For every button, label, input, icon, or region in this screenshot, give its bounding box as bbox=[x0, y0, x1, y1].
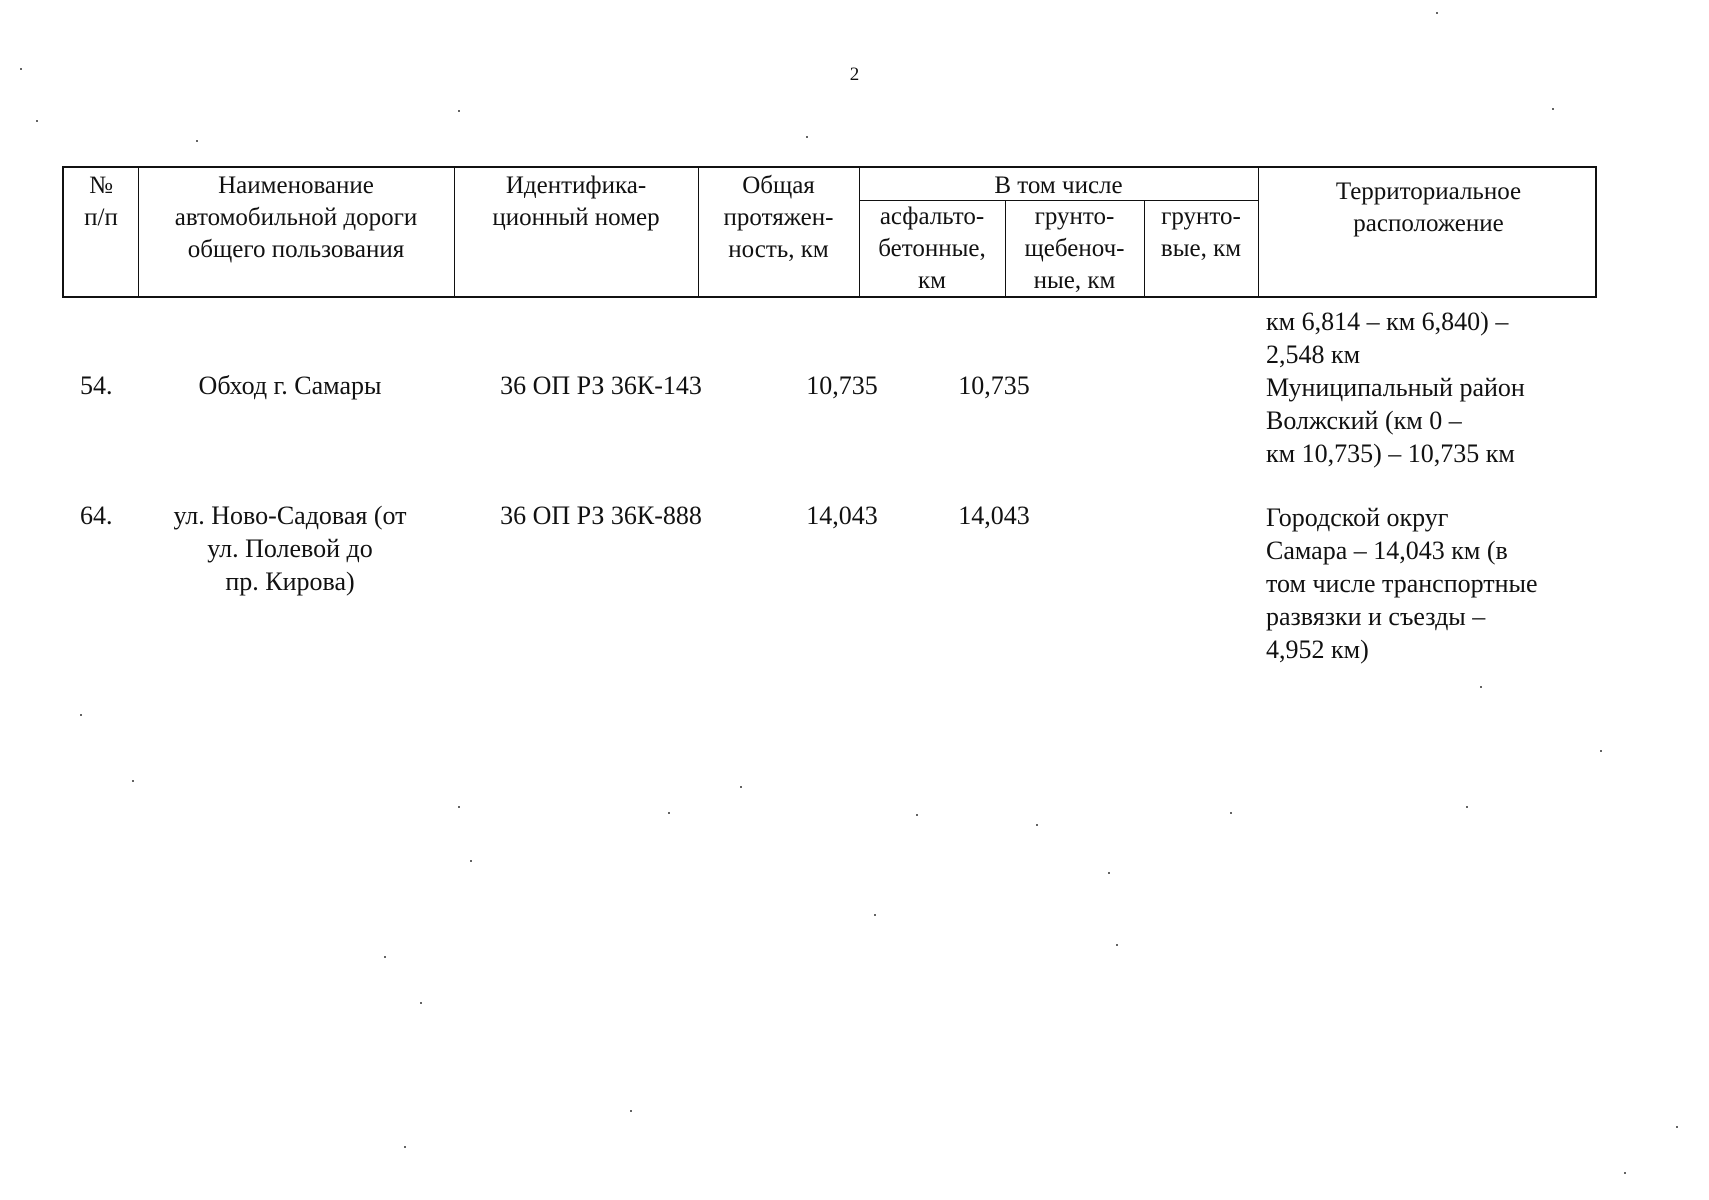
header-num: № п/п bbox=[84, 172, 118, 231]
territory-continuation: км 6,814 – км 6,840) – 2,548 км bbox=[1266, 307, 1509, 369]
header-road-name: Наименование автомобильной дороги общего пользования bbox=[174, 172, 418, 263]
total-length: 14,043 bbox=[806, 501, 878, 530]
asphalt-length: 10,735 bbox=[958, 371, 1030, 400]
page-number: 2 bbox=[849, 64, 860, 85]
territory: Муниципальный район Волжский (км 0 – км 10,735) – 10,735 км bbox=[1266, 373, 1525, 468]
header-total-length: Общая протяжен- ность, км bbox=[723, 172, 834, 263]
road-id: 36 ОП РЗ 36К-888 bbox=[500, 501, 702, 530]
header-including: В том числе bbox=[994, 172, 1123, 199]
total-length: 10,735 bbox=[806, 371, 878, 400]
header-dirt: грунто- вые, км bbox=[1160, 203, 1242, 262]
asphalt-length: 14,043 bbox=[958, 501, 1030, 530]
header-asphalt: асфальто- бетонные, км bbox=[878, 203, 986, 294]
table-header bbox=[62, 166, 1597, 298]
header-id-number: Идентифика- ционный номер bbox=[492, 172, 660, 231]
road-id: 36 ОП РЗ 36К-143 bbox=[500, 371, 702, 400]
header-territory: Территориальное расположение bbox=[1335, 178, 1522, 237]
row-number: 64. bbox=[80, 501, 113, 530]
territory: Городской округ Самара – 14,043 км (в том числе транспортные развязки и съезды – 4,952 км) bbox=[1266, 503, 1538, 664]
road-name: Обход г. Самары bbox=[198, 371, 382, 400]
road-name: ул. Ново-Садовая (от ул. Полевой до пр. Кирова) bbox=[173, 501, 407, 596]
row-number: 54. bbox=[80, 371, 113, 400]
header-gravel: грунто- щебеноч- ные, км bbox=[1024, 203, 1125, 294]
